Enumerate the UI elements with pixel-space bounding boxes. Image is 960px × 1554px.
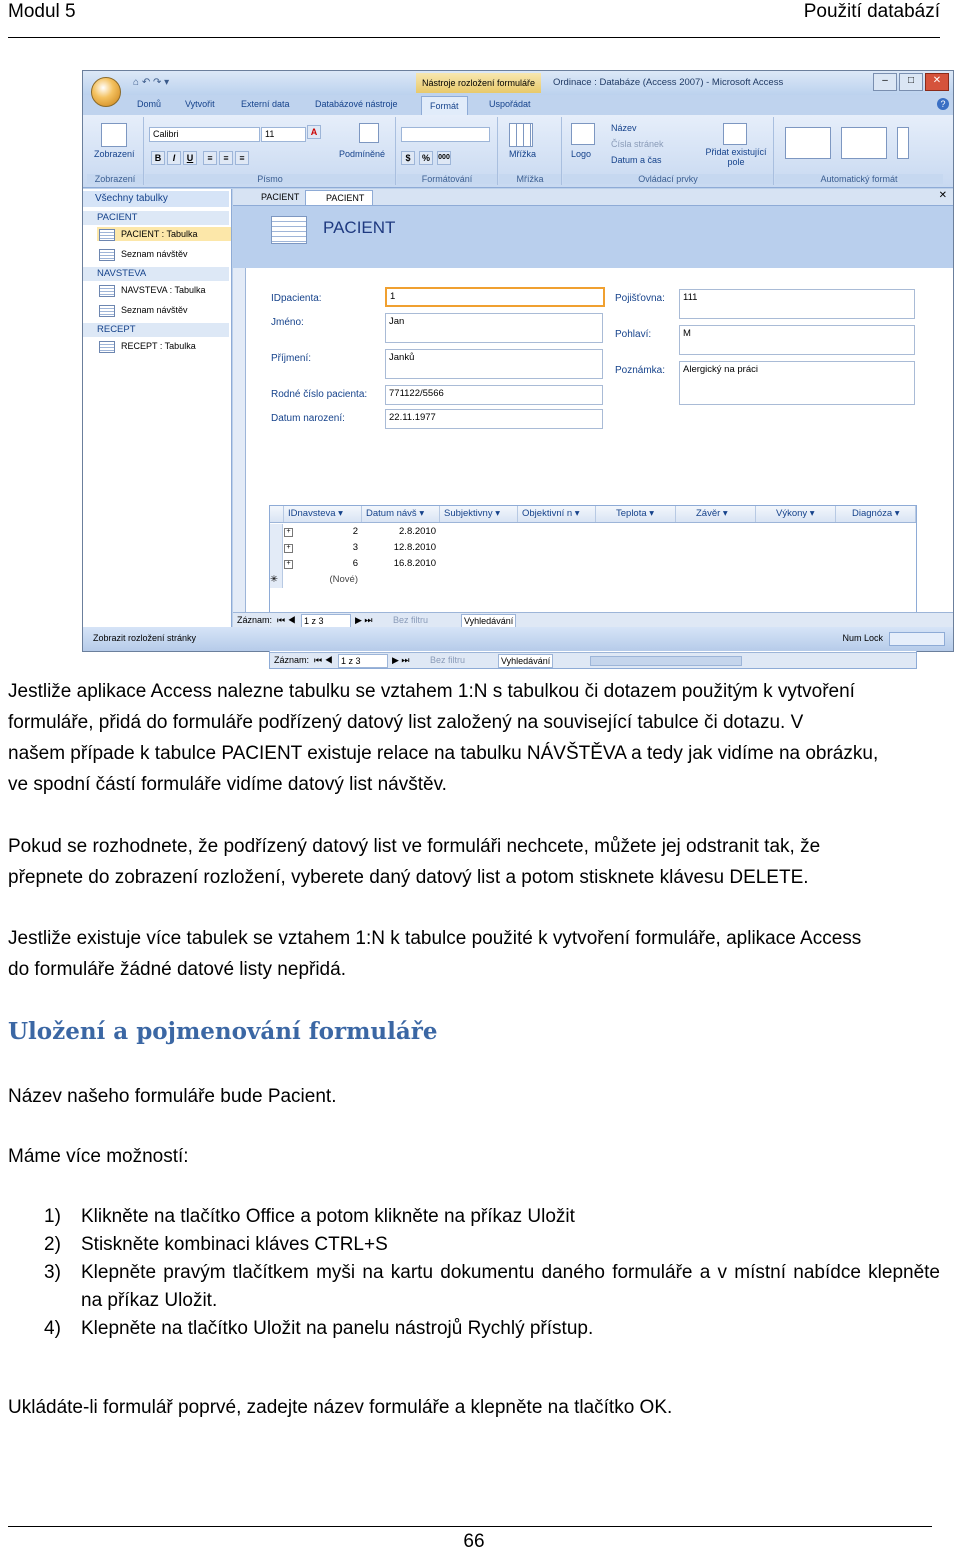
form-icon [99, 305, 115, 317]
field-pojistovna[interactable]: 111 [679, 289, 915, 319]
doc-tab-pacient-table[interactable]: PACIENT [261, 192, 300, 202]
subform-record-navigator [270, 652, 916, 668]
window-controls [873, 73, 949, 91]
first-record-icon[interactable]: ⏮ ◀ [277, 615, 296, 625]
help-icon[interactable]: ? [937, 98, 949, 110]
table-icon [99, 285, 115, 297]
nav-item-recept-table[interactable]: RECEPT : Tabulka [97, 339, 196, 353]
context-tab-label: Nástroje rozložení formuláře [416, 73, 541, 93]
field-poznamka[interactable]: Alergický na práci [679, 361, 915, 405]
list-item: 3) Klepněte pravým tlačítkem myši na kartu dokumentu daného formuláře a v místní nabídce klepněte na příkaz Uložit. [44, 1262, 940, 1311]
record-selector[interactable] [233, 268, 246, 627]
paragraph-1: Jestliže aplikace Access nalezne tabulku se vztahem 1:N s tabulkou či dotazem použitým k vytvoření formuláře, přidá do formuláře podřízený datový list založený na související tabulce či dotazu. V našem případe k tabulce PACIENT existuje relace na tabulku NÁVŠTĚVA a tedy jak vidíme na obrázku, ve spodní částí formuláře vidíme datový list návštěv. [8, 681, 879, 795]
ribbon-group-grid [499, 117, 562, 185]
nav-item-pacient-table[interactable]: PACIENT : Tabulka [97, 227, 231, 241]
new-row-marker: ✳ [270, 572, 283, 588]
filter-status[interactable]: Bez filtru [393, 615, 429, 625]
paragraph-5: Máme více možností: [8, 1146, 189, 1167]
search-input[interactable]: Vyhledávání [498, 654, 553, 668]
group-label: Písmo [145, 174, 395, 184]
nav-item-navsteva-table[interactable]: NAVSTEVA : Tabulka [97, 283, 206, 297]
date-time-control[interactable]: Datum a čas [611, 155, 662, 165]
list-item: 4) Klepněte na tlačítko Uložit na panelu nástrojů Rychlý přístup. [44, 1318, 594, 1339]
logo-icon[interactable] [571, 123, 595, 145]
row-selector[interactable] [270, 540, 283, 556]
doc-tab-pacient-form[interactable]: PACIENT [305, 190, 373, 205]
minimize-icon[interactable]: – [873, 73, 897, 91]
paragraph-2: Pokud se rozhodnete, že podřízený datový list ve formuláři nechcete, můžete jej odstranit tak, že přepnete do zobrazení rozložení, vyberete daný datový list a potom stisknete klávesu DELETE. [8, 836, 821, 888]
datasheet-header [270, 506, 916, 523]
tab-create[interactable]: Vytvořit [185, 99, 215, 109]
label-rodne-cislo: Rodné číslo pacienta: [271, 389, 368, 400]
new-record-placeholder[interactable]: (Nové) [329, 574, 358, 585]
col-idnavsteva[interactable]: IDnavsteva ▾ [284, 506, 362, 522]
currency-icon[interactable]: $ [401, 151, 415, 165]
table-row[interactable] [270, 524, 916, 540]
form-record-navigator [233, 612, 953, 628]
underline-icon[interactable]: U [183, 151, 197, 165]
label-datum-narozeni: Datum narození: [271, 413, 345, 424]
close-document-icon[interactable]: ✕ [938, 190, 947, 201]
col-teplota[interactable]: Teplota ▾ [596, 506, 676, 522]
status-bar [83, 627, 953, 651]
col-datum[interactable]: Datum návš ▾ [362, 506, 440, 522]
expand-icon[interactable]: + [284, 560, 293, 569]
navigation-pane [83, 189, 232, 627]
ribbon-group-font [145, 117, 396, 185]
field-jmeno[interactable]: Jan [385, 313, 603, 343]
ribbon-group-autoformat [775, 117, 943, 185]
ribbon-group-view [87, 117, 144, 185]
record-position-input[interactable]: 1 z 3 [301, 614, 351, 628]
section-heading: Uložení a pojmenování formuláře [8, 1018, 438, 1045]
status-text: Zobrazit rozložení stránky [93, 633, 197, 643]
select-all-cell[interactable] [270, 506, 284, 522]
autoformat-more-icon[interactable] [897, 127, 909, 159]
view-button-label[interactable]: Zobrazení [94, 149, 135, 159]
filter-status[interactable]: Bez filtru [430, 655, 466, 665]
paragraph-3: Jestliže existuje více tabulek se vztahem 1:N k tabulce použité k vytvoření formuláře, aplikace Access do formuláře žádné datové listy nepřidá. [8, 928, 862, 980]
label-idpacienta: IDpacienta: [271, 293, 322, 304]
document-tabs [233, 189, 953, 206]
record-position-input[interactable]: 1 z 3 [338, 654, 388, 668]
search-input[interactable]: Vyhledávání [461, 614, 516, 628]
footer-rule [8, 1526, 932, 1527]
tab-home[interactable]: Domů [137, 99, 162, 109]
table-row[interactable] [270, 540, 916, 556]
page-numbers-control[interactable]: Čísla stránek [611, 139, 664, 149]
font-size-select[interactable]: 11 [261, 127, 306, 142]
align-left-icon[interactable]: ≡ [203, 151, 217, 165]
tab-format[interactable]: Formát [421, 96, 468, 116]
options-list [44, 1203, 940, 1343]
form-icon [99, 249, 115, 261]
view-icon[interactable] [101, 123, 127, 147]
col-diagnoza[interactable]: Diagnóza ▾ [836, 506, 916, 522]
label-prijmeni: Příjmení: [271, 353, 312, 364]
view-switcher-icon[interactable] [889, 632, 945, 646]
percent-icon[interactable]: % [419, 151, 433, 165]
num-lock-indicator: Num Lock [842, 633, 883, 643]
label-pohlavi: Pohlaví: [615, 329, 652, 340]
table-icon [99, 229, 115, 241]
nav-item-visit-list[interactable]: Seznam návštěv [97, 247, 188, 261]
ribbon-group-controls [563, 117, 774, 185]
maximize-icon[interactable]: □ [899, 73, 923, 91]
title-control[interactable]: Název [611, 123, 637, 133]
cell-idnavsteva[interactable]: 6 [352, 558, 358, 569]
first-record-icon[interactable]: ⏮ ◀ [314, 655, 333, 665]
table-row[interactable] [270, 556, 916, 572]
nav-item-visit-list[interactable]: Seznam návštěv [97, 303, 188, 317]
conditional-format-label[interactable]: Podmíněné [339, 149, 386, 159]
field-prijmeni[interactable]: Janků [385, 349, 603, 379]
group-label: Mřížka [499, 174, 561, 184]
tab-database-tools[interactable]: Databázové nástroje [315, 99, 398, 109]
col-zaver[interactable]: Závěr ▾ [676, 506, 756, 522]
bold-icon[interactable]: B [151, 151, 165, 165]
align-center-icon[interactable]: ≡ [219, 151, 233, 165]
next-record-icon[interactable]: ▶ ⏭ [355, 615, 373, 625]
ribbon-group-formatting [397, 117, 498, 185]
cell-datum[interactable]: 16.8.2010 [393, 558, 436, 569]
field-idpacienta[interactable]: 1 [385, 287, 605, 307]
expand-icon[interactable]: + [284, 544, 293, 553]
office-button-icon[interactable] [91, 77, 121, 107]
nav-group-pacient[interactable]: PACIENT [83, 211, 229, 225]
form-header [233, 206, 953, 268]
cell-idnavsteva[interactable]: 3 [352, 542, 358, 553]
align-right-icon[interactable]: ≡ [235, 151, 249, 165]
header-title: Použití databází [803, 1, 940, 22]
horizontal-scrollbar[interactable] [590, 656, 742, 666]
conditional-format-icon[interactable] [359, 123, 379, 143]
new-record-row[interactable] [270, 572, 916, 588]
page-number: 66 [463, 1531, 485, 1552]
field-rodne-cislo[interactable]: 771122/5566 [385, 385, 603, 405]
paragraph-4: Název našeho formuláře bude Pacient. [8, 1086, 337, 1107]
format-select[interactable] [401, 127, 490, 142]
add-field-label[interactable]: Přidat existující pole [705, 147, 767, 167]
col-objektivni[interactable]: Objektivní n ▾ [518, 506, 596, 522]
label-poznamka: Poznámka: [615, 365, 666, 376]
form-title[interactable]: PACIENT [323, 218, 396, 237]
font-color-icon[interactable]: A [307, 125, 321, 139]
row-selector[interactable] [270, 556, 283, 572]
header-rule [8, 37, 940, 38]
ribbon-tabs [83, 95, 953, 115]
nav-pane-header[interactable]: Všechny tabulky [83, 191, 229, 207]
autoformat-sample-2[interactable] [841, 127, 887, 159]
tab-arrange[interactable]: Uspořádat [489, 99, 531, 109]
access-screenshot [82, 70, 954, 666]
grid-label[interactable]: Mřížka [509, 149, 536, 159]
paragraph-6: Ukládáte-li formulář poprvé, zadejte název formuláře a klepněte na tlačítko OK. [8, 1397, 673, 1418]
grid-icon[interactable] [509, 123, 533, 147]
group-label: Automatický formát [775, 174, 943, 184]
window-title: Ordinace : Databáze (Access 2007) - Microsoft Access [553, 77, 784, 88]
table-icon [99, 341, 115, 353]
title-bar [83, 71, 953, 95]
quick-access-toolbar[interactable]: ⌂ ↶ ↷ ▾ [133, 77, 170, 88]
label-jmeno: Jméno: [271, 317, 304, 328]
nav-group-navsteva[interactable]: NAVSTEVA [83, 267, 229, 281]
cell-idnavsteva[interactable]: 2 [352, 526, 358, 537]
list-item: 1) Klikněte na tlačítko Office a potom klikněte na příkaz Uložit [44, 1206, 575, 1227]
thousands-icon[interactable]: 000 [437, 151, 451, 165]
cell-datum[interactable]: 2.8.2010 [399, 526, 436, 537]
record-label: Záznam: [274, 655, 310, 665]
font-name-select[interactable]: Calibri [149, 127, 260, 142]
nav-group-recept[interactable]: RECEPT [83, 323, 229, 337]
italic-icon[interactable]: I [167, 151, 181, 165]
group-label: Ovládací prvky [563, 174, 773, 184]
label-pojistovna: Pojišťovna: [615, 293, 665, 304]
close-icon[interactable]: ✕ [925, 73, 949, 91]
field-datum-narozeni[interactable]: 22.11.1977 [385, 409, 603, 429]
add-field-icon[interactable] [723, 123, 747, 145]
record-label: Záznam: [237, 615, 273, 625]
field-pohlavi[interactable]: M [679, 325, 915, 355]
col-vykony[interactable]: Výkony ▾ [756, 506, 836, 522]
header-module: Modul 5 [8, 1, 76, 22]
col-subjektivny[interactable]: Subjektivny ▾ [440, 506, 518, 522]
form-logo-icon [271, 216, 307, 244]
cell-datum[interactable]: 12.8.2010 [393, 542, 436, 553]
row-selector[interactable] [270, 524, 283, 540]
tab-external-data[interactable]: Externí data [241, 99, 290, 109]
logo-label[interactable]: Logo [571, 149, 592, 159]
group-label: Zobrazení [87, 174, 143, 184]
ribbon [83, 115, 953, 188]
expand-icon[interactable]: + [284, 528, 293, 537]
group-label: Formátování [397, 174, 497, 184]
next-record-icon[interactable]: ▶ ⏭ [392, 655, 410, 665]
list-item: 2) Stiskněte kombinaci kláves CTRL+S [44, 1234, 388, 1255]
autoformat-sample-1[interactable] [785, 127, 831, 159]
